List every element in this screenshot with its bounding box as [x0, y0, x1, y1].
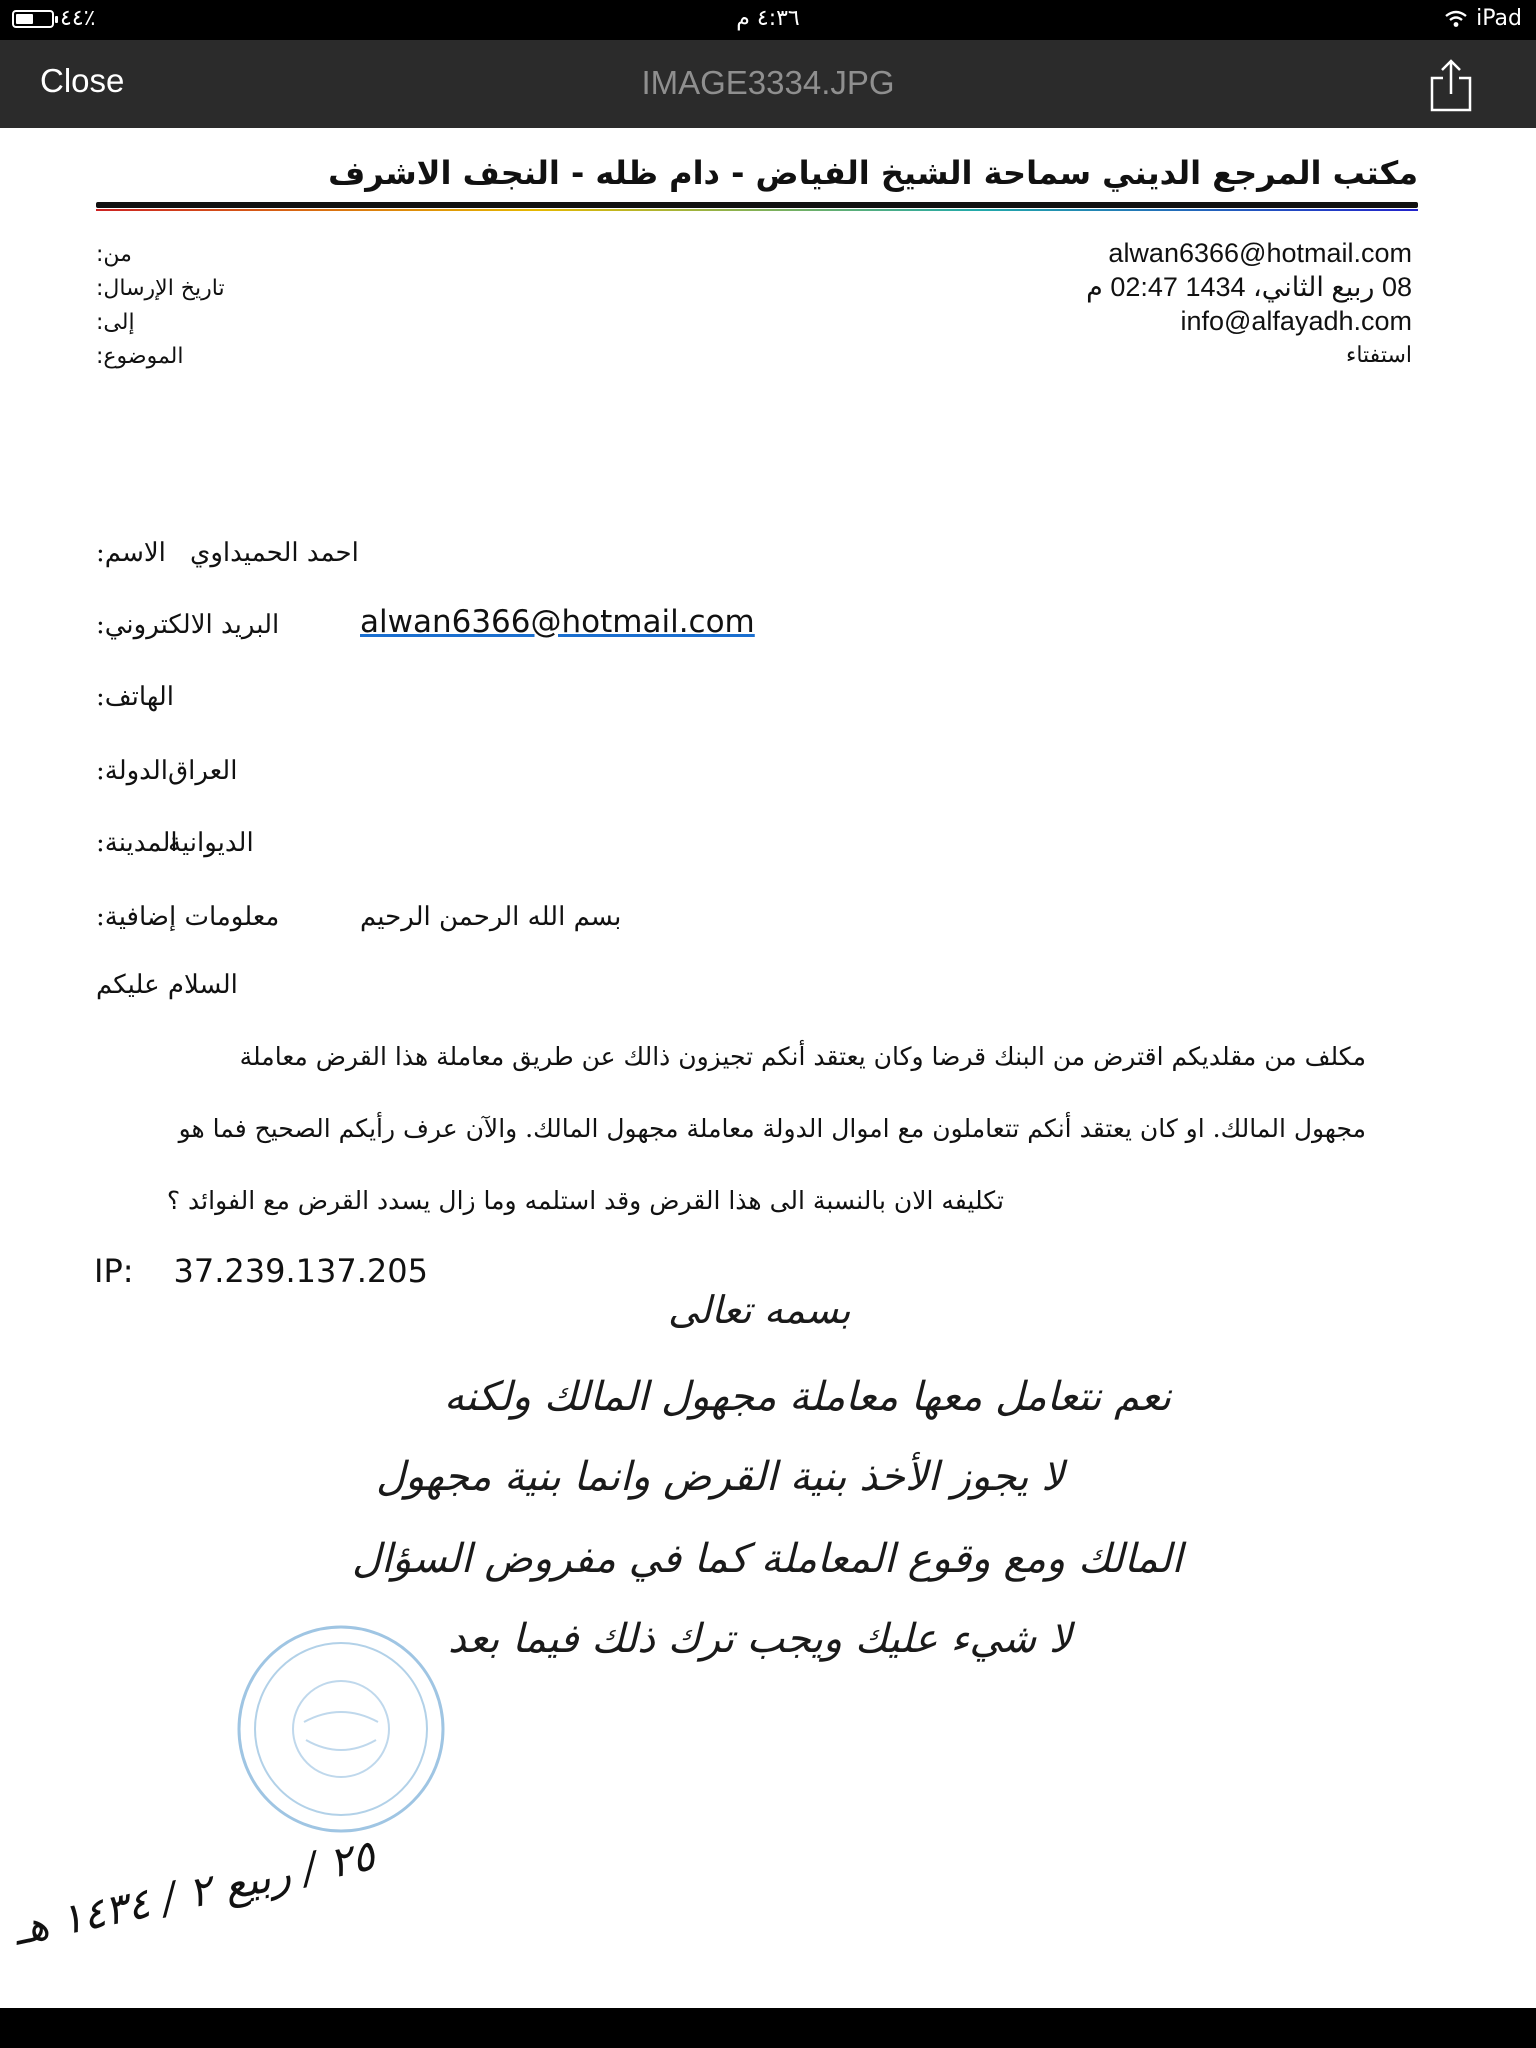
header-values [692, 236, 1412, 372]
header-value: استفتاء [1346, 342, 1412, 367]
header-value: 08 ربيع الثاني، 1434 02:47 م [1086, 272, 1412, 302]
header-label: الموضوع: [96, 344, 184, 369]
answer-heading: بسمه تعالى [668, 1288, 851, 1332]
header-value: info@alfayadh.com [1180, 306, 1412, 336]
city-label: المدينة: [96, 828, 178, 858]
question-line: تكليفه الان بالنسبة الى هذا القرض وقد استلمه وما زال يسدد القرض مع الفوائد ؟ [166, 1186, 1004, 1215]
header-labels [96, 238, 496, 374]
email-value: alwan6366@hotmail.com [360, 604, 755, 640]
answer-line: نعم نتعامل معها معاملة مجهول المالك ولكنه [444, 1374, 1172, 1420]
close-button[interactable]: Close [40, 62, 125, 99]
letterhead-rule [96, 202, 1418, 208]
city-value: الديوانية [168, 828, 254, 858]
header-value: alwan6366@hotmail.com [1108, 238, 1412, 268]
device-name: iPad [1476, 6, 1522, 31]
answer-date: ٢٥ / ربيع ٢ / ١٤٣٤ هـ [8, 1830, 379, 1955]
header-label: إلى: [96, 310, 135, 335]
clock: ٤:٣٦ م [736, 6, 800, 31]
bottom-bar [0, 2008, 1536, 2048]
answer-line: المالك ومع وقوع المعاملة كما في مفروض السؤال [352, 1536, 1183, 1582]
battery-percent: ٤٤٪ [60, 6, 96, 31]
file-title: IMAGE3334.JPG [641, 64, 895, 101]
answer-line: لا يجوز الأخذ بنية القرض وانما بنية مجهول [376, 1454, 1065, 1500]
ip-label: IP: [94, 1252, 134, 1290]
question-line: مجهول المالك. او كان يعتقد أنكم تتعاملون مع اموال الدولة معاملة مجهول المالك. والآن عرف رأيكم الصحيح فما هو [178, 1114, 1366, 1143]
country-label: الدولة: [96, 756, 168, 786]
extra-info-label: معلومات إضافية: [96, 902, 280, 932]
share-icon[interactable] [1426, 58, 1476, 114]
email-label: البريد الالكتروني: [96, 610, 280, 640]
phone-label: الهاتف: [96, 682, 174, 712]
document-image [0, 128, 1536, 2008]
office-seal-stamp [234, 1622, 448, 1836]
answer-line: لا شيء عليك ويجب ترك ذلك فيما بعد [448, 1616, 1072, 1662]
question-line: مكلف من مقلديكم اقترض من البنك قرضا وكان يعتقد أنكم تجيزون ذالك عن طريق معاملة هذا القرض معاملة [239, 1042, 1366, 1071]
ip-value: 37.239.137.205 [173, 1252, 428, 1290]
wifi-icon [1444, 10, 1468, 28]
device-indicator [1444, 6, 1522, 31]
greeting: السلام عليكم [96, 970, 238, 1000]
letterhead-rule-color [96, 209, 1418, 211]
name-label: الاسم: [96, 538, 166, 568]
header-label: تاريخ الإرسال: [96, 276, 225, 301]
name-value: احمد الحميداوي [190, 538, 359, 568]
ip-row [94, 1252, 428, 1290]
viewer-toolbar [0, 40, 1536, 128]
status-bar [0, 0, 1536, 40]
header-label: من: [96, 242, 132, 267]
extra-info-value: بسم الله الرحمن الرحيم [360, 902, 622, 932]
document-letterhead: مكتب المرجع الديني سماحة الشيخ الفياض - دام ظله - النجف الاشرف [328, 154, 1418, 192]
country-value: العراق [168, 756, 238, 786]
